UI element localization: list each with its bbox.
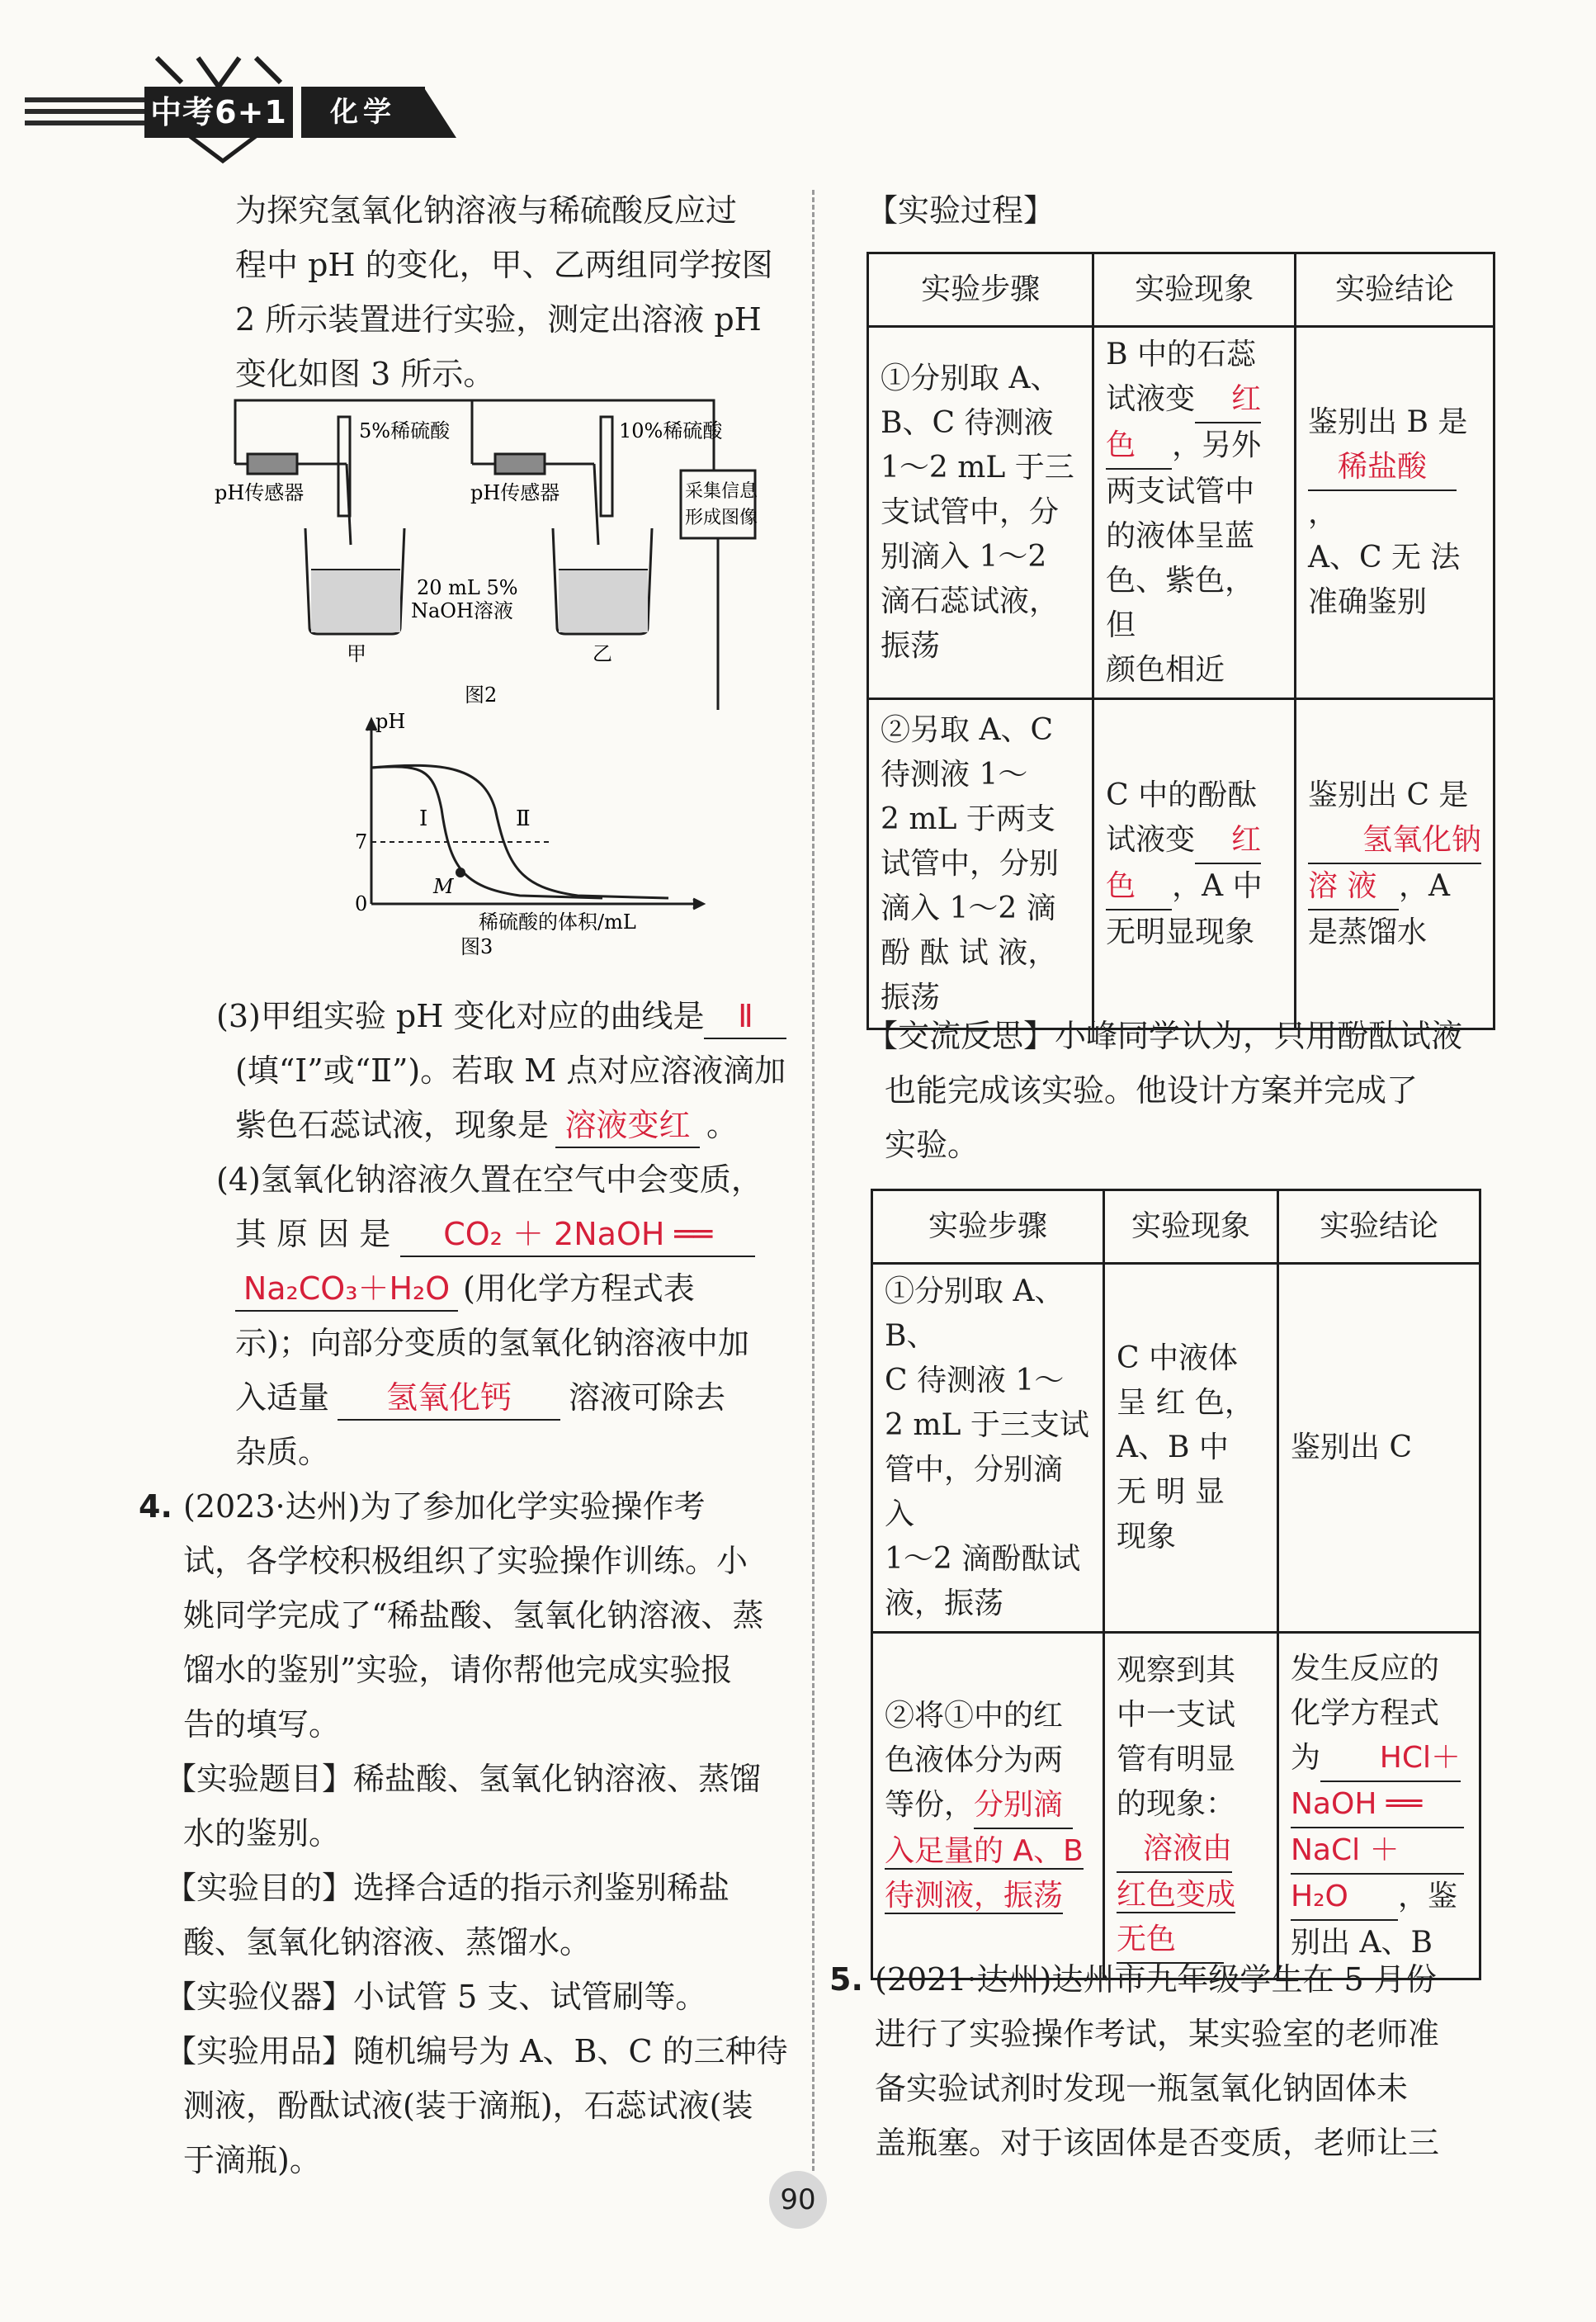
conclusion-cell xyxy=(1278,1264,1480,1633)
table-row xyxy=(868,327,1494,699)
answer-equation: HCl＋ xyxy=(1320,1736,1461,1782)
step-cell xyxy=(872,1633,1104,1979)
problem-4-line: 告的填写。 xyxy=(183,1706,341,1743)
table-header: 实验结论 xyxy=(1278,1190,1480,1264)
cell-line xyxy=(1308,818,1481,864)
fig3-y-axis-label: pH xyxy=(375,710,406,733)
cell-line: A、C 无 法 xyxy=(1308,541,1461,575)
cell-line xyxy=(885,1829,1091,1874)
cell-line: 的现象： xyxy=(1117,1786,1236,1821)
cell-line: 无 明 显 xyxy=(1117,1475,1225,1509)
cell-line: 鉴别出 B 是 xyxy=(1308,405,1468,439)
acid-1-label: 5%稀硫酸 xyxy=(359,419,451,442)
fig3-point-m: M xyxy=(433,875,454,898)
cell-line xyxy=(1117,1827,1265,1873)
q3-text: 。 xyxy=(706,1107,739,1143)
q4-answer-reagent: 氢氧化钙 xyxy=(338,1376,560,1421)
cell-line: C 中液体 xyxy=(1117,1341,1238,1375)
cell-text: 为 xyxy=(1291,1740,1321,1775)
cell-line: 别滴入 1～2 xyxy=(881,540,1047,574)
problem-5-number: 5. xyxy=(829,1961,863,1998)
problem-5-line: 进行了实验操作考试，某实验室的老师准 xyxy=(875,2016,1440,2052)
q3-line-3 xyxy=(235,1098,738,1152)
cell-text: ，鉴 xyxy=(1398,1879,1458,1913)
reflect-line: 也能完成该实验。他设计方案并完成了 xyxy=(885,1072,1419,1109)
cell-line: C 待测液 1～ xyxy=(885,1364,1065,1397)
cell-line: 支试管中，分 xyxy=(881,495,1060,529)
step-cell xyxy=(868,327,1093,699)
cell-line: 色、紫色，但 xyxy=(1106,564,1255,642)
answer-equation: NaOH ══ xyxy=(1291,1782,1464,1828)
cell-line: B 中的石蕊 xyxy=(1106,338,1257,371)
problem-4-line: 试，各学校积极组织了实验操作训练。小 xyxy=(183,1543,748,1579)
subject-tag-arrow xyxy=(423,87,456,138)
cell-line: 振荡 xyxy=(881,980,941,1014)
table-header: 实验步骤 xyxy=(872,1190,1104,1264)
sensor-2-label: pH传感器 xyxy=(470,481,560,504)
q4-answer-equation-1: CO₂ ＋ 2NaOH ══ xyxy=(400,1213,755,1257)
answer-step: 待测液，振荡 xyxy=(885,1878,1064,1913)
table-header-row xyxy=(868,253,1494,327)
intro-line: 2 所示装置进行实验，测定出溶液 pH xyxy=(235,301,762,338)
cell-line xyxy=(1291,1736,1467,1782)
conclusion-cell xyxy=(1296,327,1494,699)
q4-line-2 xyxy=(235,1207,755,1261)
header-chevron-down-icon xyxy=(182,136,264,165)
table-header-row xyxy=(872,1190,1480,1264)
cell-text: 试液变 xyxy=(1106,822,1196,857)
problem-4-line: 姚同学完成了“稀盐酸、氢氧化钠溶液、蒸 xyxy=(183,1597,764,1634)
cell-line: 管中，分别滴入 xyxy=(885,1453,1064,1531)
cell-line: 化学方程式 xyxy=(1291,1695,1440,1730)
answer-phenomenon: 无色 xyxy=(1117,1918,1224,1964)
problem-4-line: 酸、氢氧化钠溶液、蒸馏水。 xyxy=(183,1924,592,1960)
cell-line xyxy=(1106,864,1282,910)
acid-2-label: 10%稀硫酸 xyxy=(619,419,723,442)
q4-line-4: 示)；向部分变质的氢氧化钠溶液中加 xyxy=(235,1325,749,1361)
table-row xyxy=(868,699,1494,1029)
beaker-yi-label: 乙 xyxy=(593,642,612,665)
q3-answer-phenomenon: 溶液变红 xyxy=(555,1104,700,1148)
cell-line: 颜色相近 xyxy=(1106,653,1225,687)
sensor-1-label: pH传感器 xyxy=(215,481,305,504)
reflect-line: 【交流反思】小峰同学认为，只用酚酞试液 xyxy=(866,1018,1463,1054)
observation-cell xyxy=(1093,327,1296,699)
table-header: 实验结论 xyxy=(1296,253,1494,327)
problem-4-line: 测液，酚酞试液(装于滴瓶)，石蕊试液(装 xyxy=(183,2088,753,2124)
q3-text: 紫色石蕊试液，现象是 xyxy=(235,1107,550,1143)
table-header: 实验步骤 xyxy=(868,253,1093,327)
q3-answer-curve: Ⅱ xyxy=(704,995,786,1039)
cell-line: ①分别取 A、B、 xyxy=(885,1274,1065,1353)
collector-line1: 采集信息 xyxy=(685,481,758,502)
fig3-tick-7: 7 xyxy=(355,830,368,854)
cell-line: 试管中，分别 xyxy=(881,846,1060,881)
cell-line xyxy=(1291,1875,1467,1921)
cell-line xyxy=(885,1874,1091,1918)
problem-4-line: (2023·达州)为了参加化学实验操作考 xyxy=(183,1488,706,1525)
problem-5-line: 备实验试剂时发现一瓶氢氧化钠固体未 xyxy=(875,2070,1409,2107)
cell-line: 滴石蕊试液， xyxy=(881,584,1060,618)
problem-4-line: 【实验题目】稀盐酸、氢氧化钠溶液、蒸馏 xyxy=(165,1761,762,1797)
fig3-tick-0: 0 xyxy=(355,892,368,915)
cell-line: 待测液 1～ xyxy=(881,757,1028,792)
cell-line xyxy=(1117,1873,1265,1918)
answer-equation: H₂O xyxy=(1291,1875,1398,1921)
cell-line: ②将①中的红 xyxy=(885,1698,1064,1733)
cell-line: 滴入 1～2 滴 xyxy=(881,891,1056,925)
table-header: 实验现象 xyxy=(1093,253,1296,327)
page-header xyxy=(0,0,1596,149)
cell-line: A、B 中 xyxy=(1117,1431,1229,1464)
answer-phenomenon: 红色变成 xyxy=(1117,1877,1236,1912)
answer-color: 红 xyxy=(1195,377,1261,423)
cell-text: ，A xyxy=(1399,868,1450,903)
cell-line xyxy=(1106,377,1282,423)
cell-line: 呈 红 色， xyxy=(1117,1386,1254,1420)
cell-line: B、C 待测液 xyxy=(881,406,1054,440)
figure-2-apparatus xyxy=(198,388,809,710)
cell-line: 液，振荡 xyxy=(885,1587,1004,1620)
header-stripe xyxy=(25,109,144,114)
fig3-x-axis-label: 稀硫酸的体积/mL xyxy=(479,910,636,934)
page-number: 90 xyxy=(769,2171,827,2229)
observation-cell xyxy=(1104,1264,1278,1633)
fig3-curve-2-label: Ⅱ xyxy=(516,806,531,831)
q4-line-6: 杂质。 xyxy=(235,1434,330,1470)
problem-4-line: 【实验用品】随机编号为 A、B、C 的三种待 xyxy=(165,2033,788,2069)
cell-line xyxy=(1106,423,1282,470)
cell-line: 管有明显 xyxy=(1117,1742,1236,1776)
q4-text: 溶液可除去 xyxy=(569,1379,726,1416)
cell-line: 准确鉴别 xyxy=(1308,585,1428,619)
problem-4-line: 馏水的鉴别”实验，请你帮他完成实验报 xyxy=(183,1652,733,1688)
observation-cell xyxy=(1104,1633,1278,1979)
cell-line: ②另取 A、C xyxy=(881,712,1053,747)
cell-line: 振荡 xyxy=(881,629,941,663)
cell-line: C 中的酚酞 xyxy=(1106,778,1258,812)
cell-line: 两支试管中 xyxy=(1106,475,1255,508)
q4-text: 入适量 xyxy=(235,1379,330,1416)
cell-line: 是蒸馏水 xyxy=(1308,915,1428,949)
cell-line: 别出 A、B xyxy=(1291,1925,1433,1960)
problem-4-line: 于滴瓶)。 xyxy=(183,2142,321,2178)
naoh-label-line1: 20 mL 5% xyxy=(417,576,518,599)
answer-color: 红 xyxy=(1195,818,1261,864)
problem-4-number: 4. xyxy=(139,1488,172,1525)
problem-5-line: (2021·达州)达州市九年级学生在 5 月份 xyxy=(875,1961,1437,1998)
problem-4-line: 水的鉴别。 xyxy=(183,1815,341,1851)
answer-color: 色 xyxy=(1106,423,1172,470)
cell-line: 观察到其 xyxy=(1117,1653,1236,1687)
cell-line: 2 mL 于三支试 xyxy=(885,1408,1089,1442)
cell-text: 等份， xyxy=(885,1787,975,1822)
fig3-curve-1-label: Ⅰ xyxy=(419,806,428,831)
cell-line: ①分别取 A、 xyxy=(881,362,1060,395)
answer-equation: NaCl ＋ xyxy=(1291,1828,1464,1875)
cell-text: 试液变 xyxy=(1106,382,1196,416)
cell-line xyxy=(1291,1782,1467,1828)
q3-line-2: (填“Ⅰ”或“Ⅱ”)。若取 M 点对应溶液滴加 xyxy=(235,1052,786,1089)
intro-line: 变化如图 3 所示。 xyxy=(235,356,495,392)
q4-line-1: (4)氢氧化钠溶液久置在空气中会变质， xyxy=(216,1161,763,1198)
subject-tag: 化学 xyxy=(301,87,425,138)
conclusion-cell xyxy=(1278,1633,1480,1979)
cell-line: 1～2 滴酚酞试 xyxy=(885,1542,1081,1576)
step-cell xyxy=(868,699,1093,1029)
experiment-table-1 xyxy=(866,252,1495,1030)
answer-identity: 氢氧化钠 xyxy=(1308,818,1481,864)
cell-line: 稀盐酸， xyxy=(1308,445,1481,536)
q4-text: 其 原 因 是 xyxy=(235,1216,391,1252)
answer-color: 色 xyxy=(1106,864,1172,910)
cell-line xyxy=(1291,1828,1467,1875)
problem-5-line: 盖瓶塞。对于该固体是否变质，老师让三 xyxy=(875,2125,1440,2161)
answer-step: 入足量的 A、B xyxy=(885,1833,1084,1868)
beaker-jia-label: 甲 xyxy=(347,642,366,665)
reflect-line: 实验。 xyxy=(885,1127,980,1163)
q3-line-1 xyxy=(216,989,786,1043)
figure-3-ph-curve xyxy=(330,710,718,958)
cell-line: 鉴别出 C xyxy=(1291,1431,1412,1464)
table-header: 实验现象 xyxy=(1104,1190,1278,1264)
q4-line-5 xyxy=(235,1370,725,1425)
cell-text: ，另外 xyxy=(1172,428,1262,462)
q3-text: (3)甲组实验 pH 变化对应的曲线是 xyxy=(216,998,705,1034)
figure-2-caption: 图2 xyxy=(465,683,498,707)
cell-line: 鉴别出 C 是 xyxy=(1308,778,1469,812)
column-divider xyxy=(812,190,815,2171)
intro-line: 为探究氢氧化钠溶液与稀硫酸反应过 xyxy=(235,192,738,229)
answer-identity: 稀盐酸 xyxy=(1308,445,1457,491)
cell-line: 现象 xyxy=(1117,1520,1177,1554)
process-title: 【实验过程】 xyxy=(866,192,1055,229)
cell-line: 色液体分为两 xyxy=(885,1743,1064,1777)
answer-identity: 溶 液 xyxy=(1308,864,1399,910)
cell-line xyxy=(1308,864,1481,910)
cell-line: 中一支试 xyxy=(1117,1697,1236,1732)
answer-phenomenon: 溶液由 xyxy=(1117,1827,1232,1873)
cell-line: 无明显现象 xyxy=(1106,915,1255,949)
q4-line-3 xyxy=(235,1261,695,1316)
cell-line xyxy=(885,1783,1091,1829)
q4-answer-equation-2: Na₂CO₃＋H₂O xyxy=(235,1267,458,1312)
brand-title: 中考6+1 xyxy=(144,87,293,138)
experiment-table-2 xyxy=(871,1189,1481,1980)
cell-line: 2 mL 于两支 xyxy=(881,802,1055,836)
conclusion-cell xyxy=(1296,699,1494,1029)
answer-step: 分别滴 xyxy=(974,1783,1073,1829)
problem-4-line: 【实验仪器】小试管 5 支、试管刷等。 xyxy=(165,1979,707,2015)
cell-line: 的液体呈蓝 xyxy=(1106,519,1255,553)
observation-cell xyxy=(1093,699,1296,1029)
cell-line: 发生反应的 xyxy=(1291,1651,1440,1686)
naoh-label-line2: NaOH溶液 xyxy=(411,599,513,622)
cell-line: 1～2 mL 于三 xyxy=(881,451,1074,485)
q4-text: (用化学方程式表 xyxy=(463,1270,695,1307)
step-cell xyxy=(872,1264,1104,1633)
cell-text: ，A 中 xyxy=(1172,868,1263,903)
table-row xyxy=(872,1633,1480,1979)
cell-line xyxy=(1106,818,1282,864)
header-stripe xyxy=(25,121,144,125)
figure-3-caption: 图3 xyxy=(460,935,493,958)
table-row xyxy=(872,1264,1480,1633)
problem-4-line: 【实验目的】选择合适的指示剂鉴别稀盐 xyxy=(165,1870,730,1906)
header-stripe xyxy=(25,97,144,102)
intro-line: 程中 pH 的变化，甲、乙两组同学按图 xyxy=(235,247,773,283)
cell-line: 酚 酞 试 液， xyxy=(881,935,1058,970)
collector-line2: 形成图像 xyxy=(685,508,758,528)
